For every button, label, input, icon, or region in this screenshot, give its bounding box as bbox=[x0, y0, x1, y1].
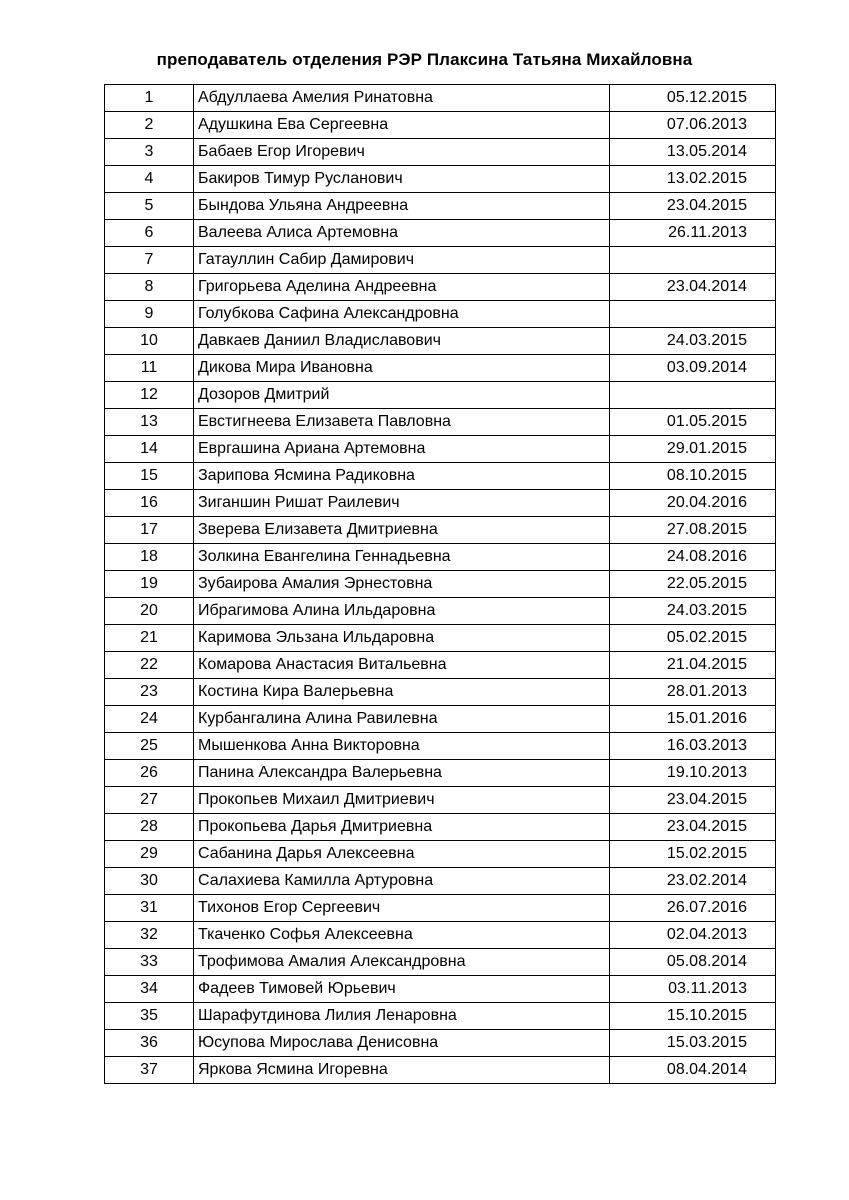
date-cell: 21.04.2015 bbox=[610, 652, 776, 679]
table-row bbox=[105, 841, 776, 868]
student-name-cell: Бакиров Тимур Русланович bbox=[194, 166, 610, 193]
date-cell: 23.04.2015 bbox=[610, 193, 776, 220]
student-name-cell: Каримова Эльзана Ильдаровна bbox=[194, 625, 610, 652]
table-row bbox=[105, 274, 776, 301]
table-row bbox=[105, 247, 776, 274]
date-cell: 08.04.2014 bbox=[610, 1057, 776, 1084]
student-name-cell: Тихонов Егор Сергеевич bbox=[194, 895, 610, 922]
row-number-cell: 30 bbox=[105, 868, 194, 895]
student-name-cell: Давкаев Даниил Владиславович bbox=[194, 328, 610, 355]
student-name-cell: Прокопьев Михаил Дмитриевич bbox=[194, 787, 610, 814]
student-name-cell: Юсупова Мирослава Денисовна bbox=[194, 1030, 610, 1057]
date-cell: 01.05.2015 bbox=[610, 409, 776, 436]
date-cell: 15.02.2015 bbox=[610, 841, 776, 868]
table-row bbox=[105, 112, 776, 139]
table-row bbox=[105, 679, 776, 706]
row-number-cell: 32 bbox=[105, 922, 194, 949]
date-cell: 02.04.2013 bbox=[610, 922, 776, 949]
table-row bbox=[105, 706, 776, 733]
student-name-cell: Мышенкова Анна Викторовна bbox=[194, 733, 610, 760]
row-number-cell: 8 bbox=[105, 274, 194, 301]
table-row bbox=[105, 625, 776, 652]
table-row bbox=[105, 328, 776, 355]
date-cell bbox=[610, 301, 776, 328]
student-name-cell: Курбангалина Алина Равилевна bbox=[194, 706, 610, 733]
student-name-cell: Бындова Ульяна Андреевна bbox=[194, 193, 610, 220]
date-cell: 13.02.2015 bbox=[610, 166, 776, 193]
row-number-cell: 20 bbox=[105, 598, 194, 625]
table-row bbox=[105, 976, 776, 1003]
date-cell: 05.12.2015 bbox=[610, 85, 776, 112]
student-name-cell: Золкина Евангелина Геннадьевна bbox=[194, 544, 610, 571]
table-row bbox=[105, 787, 776, 814]
student-name-cell: Прокопьева Дарья Дмитриевна bbox=[194, 814, 610, 841]
row-number-cell: 17 bbox=[105, 517, 194, 544]
date-cell: 29.01.2015 bbox=[610, 436, 776, 463]
student-name-cell: Валеева Алиса Артемовна bbox=[194, 220, 610, 247]
student-name-cell: Панина Александра Валерьевна bbox=[194, 760, 610, 787]
date-cell: 24.03.2015 bbox=[610, 598, 776, 625]
row-number-cell: 9 bbox=[105, 301, 194, 328]
row-number-cell: 34 bbox=[105, 976, 194, 1003]
date-cell: 26.07.2016 bbox=[610, 895, 776, 922]
student-name-cell: Голубкова Сафина Александровна bbox=[194, 301, 610, 328]
date-cell: 08.10.2015 bbox=[610, 463, 776, 490]
row-number-cell: 28 bbox=[105, 814, 194, 841]
date-cell: 15.03.2015 bbox=[610, 1030, 776, 1057]
student-name-cell: Евстигнеева Елизавета Павловна bbox=[194, 409, 610, 436]
student-name-cell: Дозоров Дмитрий bbox=[194, 382, 610, 409]
date-cell: 03.11.2013 bbox=[610, 976, 776, 1003]
student-name-cell: Евргашина Ариана Артемовна bbox=[194, 436, 610, 463]
date-cell: 26.11.2013 bbox=[610, 220, 776, 247]
table-row bbox=[105, 436, 776, 463]
roster-body bbox=[105, 85, 776, 1084]
student-name-cell: Комарова Анастасия Витальевна bbox=[194, 652, 610, 679]
table-row bbox=[105, 220, 776, 247]
row-number-cell: 6 bbox=[105, 220, 194, 247]
date-cell: 05.02.2015 bbox=[610, 625, 776, 652]
table-row bbox=[105, 517, 776, 544]
date-cell: 23.04.2014 bbox=[610, 274, 776, 301]
date-cell: 24.03.2015 bbox=[610, 328, 776, 355]
student-name-cell: Гатауллин Сабир Дамирович bbox=[194, 247, 610, 274]
row-number-cell: 11 bbox=[105, 355, 194, 382]
date-cell: 15.01.2016 bbox=[610, 706, 776, 733]
row-number-cell: 16 bbox=[105, 490, 194, 517]
row-number-cell: 22 bbox=[105, 652, 194, 679]
student-name-cell: Костина Кира Валерьевна bbox=[194, 679, 610, 706]
row-number-cell: 1 bbox=[105, 85, 194, 112]
row-number-cell: 29 bbox=[105, 841, 194, 868]
date-cell: 23.04.2015 bbox=[610, 787, 776, 814]
date-cell: 28.01.2013 bbox=[610, 679, 776, 706]
row-number-cell: 31 bbox=[105, 895, 194, 922]
student-name-cell: Зарипова Ясмина Радиковна bbox=[194, 463, 610, 490]
date-cell: 22.05.2015 bbox=[610, 571, 776, 598]
row-number-cell: 4 bbox=[105, 166, 194, 193]
table-row bbox=[105, 166, 776, 193]
date-cell: 16.03.2013 bbox=[610, 733, 776, 760]
table-row bbox=[105, 733, 776, 760]
student-name-cell: Трофимова Амалия Александровна bbox=[194, 949, 610, 976]
row-number-cell: 10 bbox=[105, 328, 194, 355]
row-number-cell: 33 bbox=[105, 949, 194, 976]
row-number-cell: 12 bbox=[105, 382, 194, 409]
date-cell bbox=[610, 247, 776, 274]
row-number-cell: 37 bbox=[105, 1057, 194, 1084]
date-cell: 15.10.2015 bbox=[610, 1003, 776, 1030]
row-number-cell: 23 bbox=[105, 679, 194, 706]
student-name-cell: Ткаченко Софья Алексеевна bbox=[194, 922, 610, 949]
table-row bbox=[105, 85, 776, 112]
table-row bbox=[105, 868, 776, 895]
date-cell: 05.08.2014 bbox=[610, 949, 776, 976]
table-row bbox=[105, 598, 776, 625]
date-cell: 23.02.2014 bbox=[610, 868, 776, 895]
student-name-cell: Ибрагимова Алина Ильдаровна bbox=[194, 598, 610, 625]
student-name-cell: Дикова Мира Ивановна bbox=[194, 355, 610, 382]
date-cell: 07.06.2013 bbox=[610, 112, 776, 139]
table-row bbox=[105, 922, 776, 949]
date-cell: 03.09.2014 bbox=[610, 355, 776, 382]
row-number-cell: 36 bbox=[105, 1030, 194, 1057]
row-number-cell: 5 bbox=[105, 193, 194, 220]
row-number-cell: 24 bbox=[105, 706, 194, 733]
table-row bbox=[105, 139, 776, 166]
table-row bbox=[105, 544, 776, 571]
table-row bbox=[105, 760, 776, 787]
student-name-cell: Фадеев Тимовей Юрьевич bbox=[194, 976, 610, 1003]
page-title: преподаватель отделения РЭР Плаксина Татьяна Михайловна bbox=[156, 50, 693, 69]
date-cell bbox=[610, 382, 776, 409]
table-row bbox=[105, 814, 776, 841]
table-row bbox=[105, 949, 776, 976]
row-number-cell: 7 bbox=[105, 247, 194, 274]
row-number-cell: 27 bbox=[105, 787, 194, 814]
table-row bbox=[105, 652, 776, 679]
student-roster-table bbox=[104, 84, 776, 1084]
row-number-cell: 26 bbox=[105, 760, 194, 787]
date-cell: 23.04.2015 bbox=[610, 814, 776, 841]
row-number-cell: 2 bbox=[105, 112, 194, 139]
table-row bbox=[105, 409, 776, 436]
table-row bbox=[105, 463, 776, 490]
date-cell: 13.05.2014 bbox=[610, 139, 776, 166]
row-number-cell: 35 bbox=[105, 1003, 194, 1030]
student-name-cell: Адушкина Ева Сергеевна bbox=[194, 112, 610, 139]
table-row bbox=[105, 1030, 776, 1057]
date-cell: 20.04.2016 bbox=[610, 490, 776, 517]
table-row bbox=[105, 1057, 776, 1084]
row-number-cell: 3 bbox=[105, 139, 194, 166]
table-row bbox=[105, 301, 776, 328]
row-number-cell: 14 bbox=[105, 436, 194, 463]
table-row bbox=[105, 1003, 776, 1030]
student-name-cell: Яркова Ясмина Игоревна bbox=[194, 1057, 610, 1084]
row-number-cell: 18 bbox=[105, 544, 194, 571]
date-cell: 19.10.2013 bbox=[610, 760, 776, 787]
student-name-cell: Салахиева Камилла Артуровна bbox=[194, 868, 610, 895]
table-row bbox=[105, 490, 776, 517]
row-number-cell: 25 bbox=[105, 733, 194, 760]
student-name-cell: Шарафутдинова Лилия Ленаровна bbox=[194, 1003, 610, 1030]
table-row bbox=[105, 571, 776, 598]
table-row bbox=[105, 193, 776, 220]
student-name-cell: Зверева Елизавета Дмитриевна bbox=[194, 517, 610, 544]
date-cell: 27.08.2015 bbox=[610, 517, 776, 544]
row-number-cell: 19 bbox=[105, 571, 194, 598]
student-name-cell: Зубаирова Амалия Эрнестовна bbox=[194, 571, 610, 598]
student-name-cell: Сабанина Дарья Алексеевна bbox=[194, 841, 610, 868]
student-name-cell: Зиганшин Ришат Раилевич bbox=[194, 490, 610, 517]
student-name-cell: Бабаев Егор Игоревич bbox=[194, 139, 610, 166]
table-row bbox=[105, 895, 776, 922]
row-number-cell: 15 bbox=[105, 463, 194, 490]
student-name-cell: Григорьева Аделина Андреевна bbox=[194, 274, 610, 301]
row-number-cell: 13 bbox=[105, 409, 194, 436]
table-row bbox=[105, 355, 776, 382]
student-name-cell: Абдуллаева Амелия Ринатовна bbox=[194, 85, 610, 112]
date-cell: 24.08.2016 bbox=[610, 544, 776, 571]
table-row bbox=[105, 382, 776, 409]
row-number-cell: 21 bbox=[105, 625, 194, 652]
